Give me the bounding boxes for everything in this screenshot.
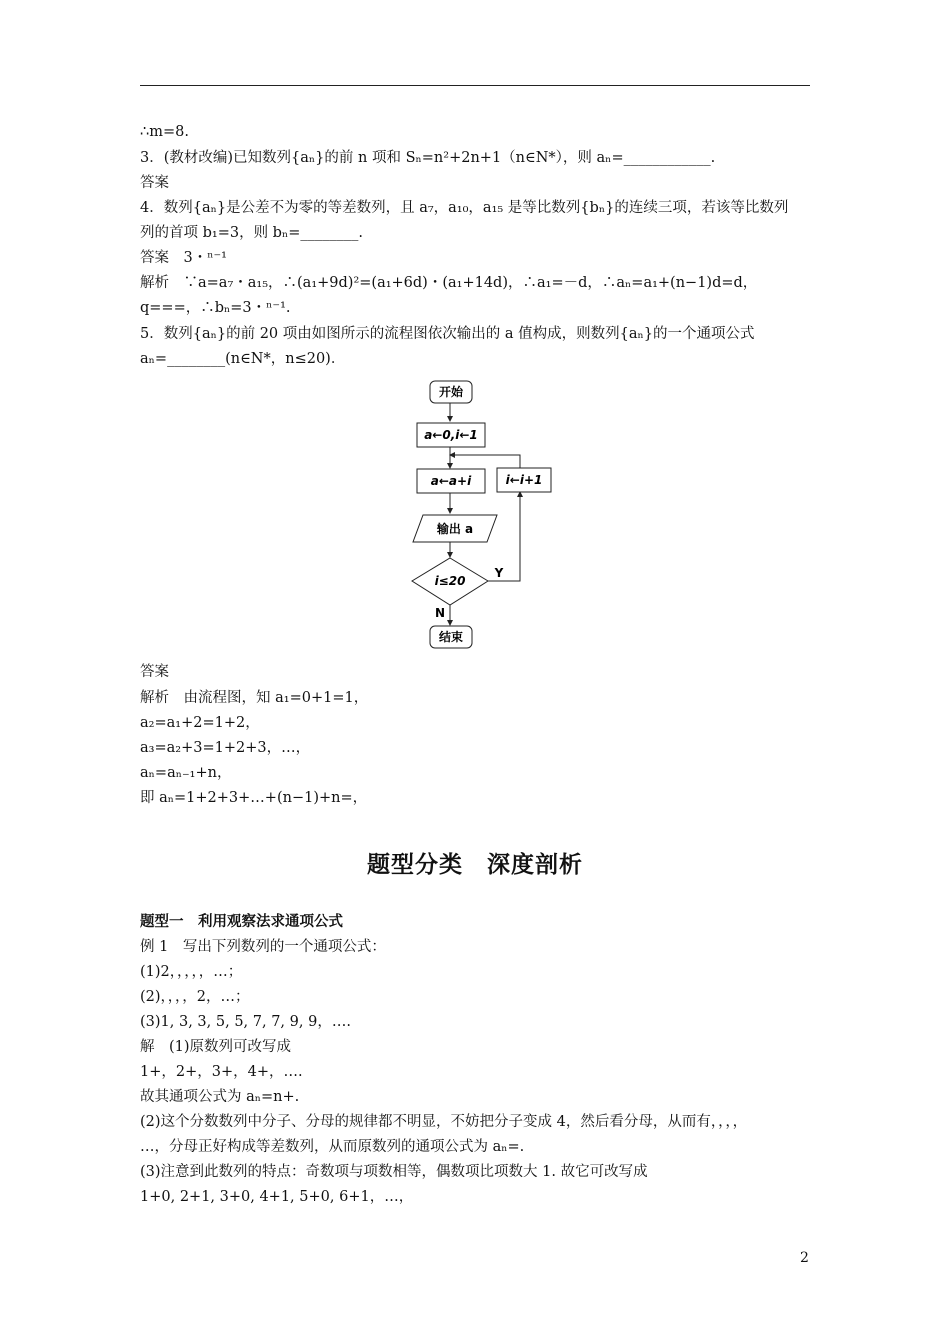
text-line-18: (1)2，，，，，…； — [140, 964, 243, 980]
text-line-23: 故其通项公式为 aₙ=n+. — [140, 1089, 300, 1105]
text-line-6: 答案 3・ⁿ⁻¹ — [140, 250, 227, 266]
flow-condition-label: i≤20 — [434, 574, 466, 588]
section-heading: 题型分类 深度剖析 — [367, 852, 583, 878]
text-line-3: 答案 — [140, 175, 169, 191]
text-line-22: 1+，2+，3+，4+，…. — [140, 1064, 303, 1080]
text-line-4: 4．数列{aₙ}是公差不为零的等差数列，且 a₇，a₁₀，a₁₅ 是等比数列{bₙ}的连续三项，若该等比数列 — [140, 200, 789, 216]
text-line-21: 解 (1)原数列可改写成 — [140, 1039, 292, 1055]
flow-no-label: N — [434, 606, 446, 620]
flow-update-i-label: i←i+1 — [505, 473, 543, 487]
flow-start-label: 开始 — [438, 385, 464, 399]
flowchart — [395, 375, 565, 655]
page-number: 2 — [800, 1250, 809, 1266]
text-line-20: (3)1, 3, 3, 5, 5, 7, 7, 9, 9，…. — [140, 1014, 351, 1030]
flow-yes-label: Y — [494, 566, 504, 580]
text-line-26: (3)注意到此数列的特点：奇数项与项数相等，偶数项比项数大 1. 故它可改写成 — [140, 1164, 648, 1180]
text-line-2: 3．(教材改编)已知数列{aₙ}的前 n 项和 Sₙ=n²+2n+1（n∈N*），则 aₙ=____________. — [140, 150, 716, 166]
text-line-14: a₃=a₂+3=1+2+3，…， — [140, 740, 311, 756]
text-line-25: …，分母正好构成等差数列，从而原数列的通项公式为 aₙ=. — [140, 1139, 525, 1155]
text-line-5: 列的首项 b₁=3，则 bₙ=________. — [140, 225, 364, 241]
text-line-7: 解析 ∵a=a₇・a₁₅，∴(a₁+9d)²=(a₁+6d)・(a₁+14d)，∴a₁=－d，∴aₙ=a₁+(n−1)d=d， — [140, 275, 758, 291]
flow-init-label: a←0,i←1 — [424, 428, 478, 442]
question-type-title: 题型一 利用观察法求通项公式 — [140, 914, 343, 930]
text-line-11: 答案 — [140, 664, 169, 680]
text-line-17: 例 1 写出下列数列的一个通项公式： — [140, 939, 386, 955]
text-line-8: q===，∴bₙ=3・ⁿ⁻¹. — [140, 300, 291, 316]
text-line-1: ∴m=8. — [140, 124, 189, 140]
header-rule — [140, 85, 810, 86]
text-line-27: 1+0, 2+1, 3+0, 4+1, 5+0, 6+1，…， — [140, 1189, 414, 1205]
text-line-15: aₙ=aₙ₋₁+n， — [140, 765, 232, 781]
text-line-13: a₂=a₁+2=1+2， — [140, 715, 260, 731]
text-line-12: 解析 由流程图，知 a₁=0+1=1， — [140, 690, 369, 706]
flow-end-label: 结束 — [438, 630, 464, 644]
flow-update-a-label: a←a+i — [430, 474, 472, 488]
text-line-19: (2)，，，，2，…； — [140, 989, 250, 1005]
text-line-9: 5．数列{aₙ}的前 20 项由如图所示的流程图依次输出的 a 值构成，则数列{aₙ}的一个通项公式 — [140, 326, 755, 342]
flow-output-label: 输出 a — [436, 522, 474, 536]
text-line-16: 即 aₙ=1+2+3+…+(n−1)+n=， — [140, 790, 368, 806]
text-line-24: (2)这个分数数列中分子、分母的规律都不明显，不妨把分子变成 4，然后看分母，从而有，，，， — [140, 1114, 748, 1130]
text-line-10: aₙ=________(n∈N*，n≤20)． — [140, 351, 346, 367]
